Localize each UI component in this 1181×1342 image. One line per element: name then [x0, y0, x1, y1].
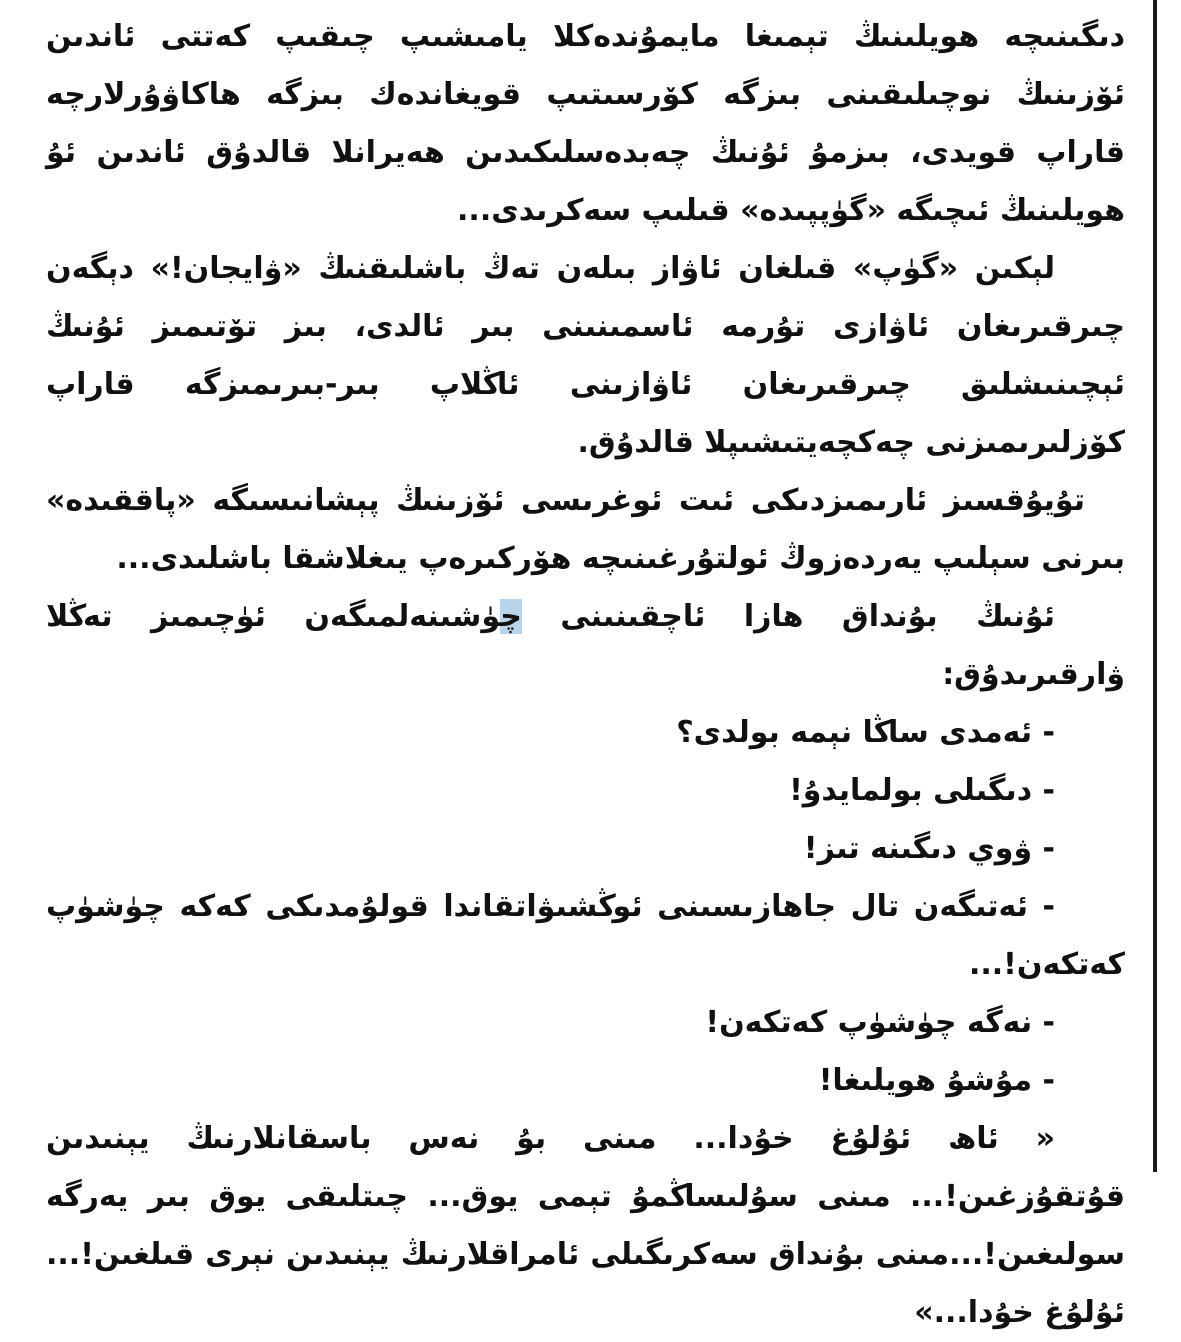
dialogue-line-5: - مۇشۇ ھويلىغا! — [818, 1063, 1055, 1098]
page-edge-border — [1153, 0, 1157, 1172]
paragraph-6: « ئاھ ئۇلۇغ خۇدا... مىنى بۇ نەس باسقانلارنىڭ يېنىدىن قۇتقۇزغىن!... مىنى سۇلىساڭمۇ تېمى يوق... چىتلىقى يوق بىر يەرگە سولىغىن!...مىنى بۇنداق سەكرىگىلى ئامراقلارنىڭ يېنىدىن نېرى قىلغىن!... ئۇلۇغ خۇدا...» — [46, 1121, 1125, 1330]
dialogue-line-1: - ئەمدى ساڭا نېمە بولدى؟ — [676, 715, 1055, 750]
paragraph-4-start: ئۇنىڭ بۇنداق ھازا ئاچقىنىنى — [521, 599, 1055, 634]
dialogue-line-2: - دىگىلى بولمايدۇ! — [789, 773, 1055, 808]
dialogue-line-3: - ۋوي دىگىنە تىز! — [803, 831, 1055, 866]
dialogue-line-4: - نەگە چۈشۈپ كەتكەن! — [705, 1005, 1055, 1040]
paragraph-3: تۇيۇقسىز ئارىمىزدىكى ئىت ئوغرىسى ئۆزىنىڭ پېشانىسىگە «پاققىدە» بىرنى سېلىپ يەردەزوڭ ئولتۇرغىنىچە ھۆركىرەپ يىغلاشقا باشلىدى... — [46, 483, 1125, 576]
text-selection-highlight[interactable]: چ — [500, 599, 522, 634]
paragraph-5: - ئەتىگەن تال جاھازىسىنى ئوڭشىۋاتقاندا قولۇمدىكى كەكە چۈشۈپ كەتكەن!... — [46, 889, 1125, 982]
paragraph-4-end: ۈشىنەلمىگەن ئۈچىمىز تەڭلا ۋارقىرىدۇق: — [46, 599, 1125, 692]
paragraph-2: لېكىن «گۈپ» قىلغان ئاۋاز بىلەن تەڭ باشلىقنىڭ «ۋايجان!» دېگەن چىرقىرىغان ئاۋازى تۇرمە ئاسمىنىنى بىر ئالدى، بىز تۆتىمىز ئۇنىڭ ئېچىنىشلىق چىرقىرىغان ئاۋازىنى ئاڭلاپ بىر-بىرىمىزگە قاراپ كۆزلىرىمىزنى چەكچەيتىشىپلا قالدۇق. — [46, 251, 1125, 460]
paragraph-4 — [46, 588, 1125, 704]
paragraph-1: دىگىنىچە ھويلىنىڭ تېمىغا مايمۇندەكلا يامىشىپ چىقىپ كەتتى ئاندىن ئۆزىنىڭ نوچىلىقىنى بىزگە كۆرسىتىپ قويغاندەك بىزگە ھاكاۋۇرلارچە قاراپ قويدى، بىزمۇ ئۇنىڭ چەبدەسلىكىدىن ھەيرانلا قالدۇق ئاندىن ئۇ ھويلىنىڭ ئىچىگە «گۈپپىدە» قىلىپ سەكرىدى... — [46, 19, 1125, 228]
